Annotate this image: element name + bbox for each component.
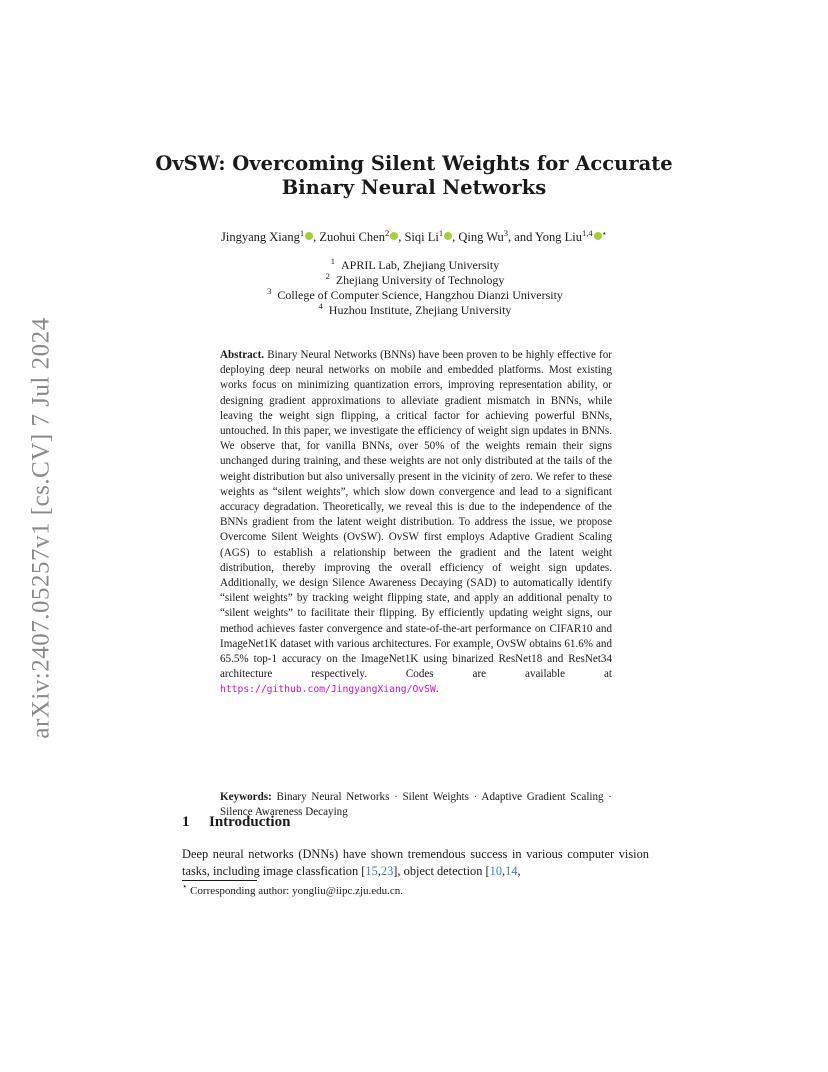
citation-link[interactable]: 14 (505, 863, 518, 878)
orcid-icon[interactable] (594, 232, 602, 240)
abstract-label: Abstract. (220, 349, 265, 361)
section-heading-introduction (182, 814, 290, 831)
corresponding-author-star: ⋆ (601, 228, 607, 238)
abstract: Abstract. Binary Neural Networks (BNNs) have been proven to be highly effective for deploying deep neural networks on mobile and embedded platforms. Most existing works focus on minimizing quantization errors, improving representation ability, or designing gradient approximations to alleviate gradient mismatch in BNNs, while leaving the weight sign flipping, a critical factor for achieving powerful BNNs, untouched. In this paper, we investigate the efficiency of weight sign updates in BNNs. We observe that, for vanilla BNNs, over 50% of the weights remain their signs unchanged during training, and these weights are not only distributed at the tails of the weight distribution but also universally present in the vicinity of zero. We refer to these weights as “silent weights”, which slow down convergence and lead to a significant accuracy degradation. Theoretically, we reveal this is due to the independence of the BNNs gradient from the latent weight distribution. To address the issue, we propose Overcome Silent Weights (OvSW). OvSW first employs Adaptive Gradient Scaling (AGS) to establish a relationship between the gradient and the latent weight distribution, thereby improving the overall efficiency of weight sign updates. Additionally, we design Silence Awareness Decaying (SAD) to automatically identify “silent weights” by tracking weight flipping state, and apply an additional penalty to “silent weights” to facilitate their flipping. By efficiently updating weight signs, our method achieves faster convergence and state-of-the-art performance on CIFAR10 and ImageNet1K dataset with various architectures. For example, OvSW obtains 61.6% and 65.5% top-1 accuracy on the ImageNet1K using binarized ResNet18 and ResNet34 architecture respectively. Codes are available at https://github.com/JingyangXiang/OvSW. (220, 349, 612, 696)
author: Qing Wu$^3$, and (458, 228, 536, 244)
author-list (80, 230, 748, 245)
introduction-paragraph: Deep neural networks (DNNs) have shown tremendous success in various computer vision tasks, including image classfication [15,23], object detection [10,14, (182, 847, 649, 878)
title-line-2: Binary Neural Networks (281, 176, 547, 199)
affiliation: $^4$ Huzhou Institute, Zhejiang University (318, 301, 512, 317)
affiliation: $^3$ College of Computer Science, Hangzhou Dianzi University (267, 286, 563, 302)
footnote-mark: ⋆ (182, 881, 188, 891)
footnote (182, 881, 404, 897)
author: Zuohui Chen$^2$ , (319, 228, 405, 244)
footnote-divider (182, 880, 257, 881)
affiliation-list (150, 258, 680, 318)
orcid-icon[interactable] (390, 232, 398, 240)
paper-title (120, 152, 708, 200)
affiliation: $^1$ APRIL Lab, Zhejiang University (330, 256, 500, 272)
title-line-1: OvSW: Overcoming Silent Weights for Accurate (155, 152, 673, 175)
author: Yong Liu$^{1,4}$ ⋆ (535, 228, 607, 244)
orcid-icon[interactable] (444, 232, 452, 240)
citation-link[interactable]: 10 (489, 863, 503, 878)
author: Siqi Li$^1$ , (404, 228, 459, 244)
orcid-icon[interactable] (305, 232, 313, 240)
section-title: Introduction (209, 814, 291, 830)
author: Jingyang Xiang$^1$ , (221, 228, 320, 244)
keywords-text: Binary Neural Networks · Silent Weights · Adaptive Gradient Scaling · Silence Awareness Decaying (220, 791, 612, 819)
citation-link[interactable]: 15 (365, 863, 378, 878)
arxiv-identifier-text: arXiv:2407.05257v1 [cs.CV] 7 Jul 2024 (28, 316, 55, 739)
affiliation: $^2$ Zhejiang University of Technology (325, 271, 505, 287)
keywords-label: Keywords: (220, 791, 272, 803)
footnote-text: Corresponding author: yongliu@iipc.zju.edu.cn. (190, 885, 404, 897)
citation-link[interactable]: 23 (380, 863, 394, 878)
section-number: 1 (182, 814, 190, 830)
code-repository-link[interactable]: https://github.com/JingyangXiang/OvSW (220, 684, 436, 696)
abstract-text: Binary Neural Networks (BNNs) have been proven to be highly effective for deploying deep neural networks on mobile and embedded platforms. Most existing works focus on minimizing quantization errors, improving representation ability, or designing gradient approximations to alleviate gradient mismatch in BNNs, while leaving the weight sign flipping, a critical factor for achieving powerful BNNs, untouched. In this paper, we investigate the efficiency of weight sign updates in BNNs. We observe that, for vanilla BNNs, over 50% of the weights remain their signs unchanged during training, and these weights are not only distributed at the tails of the weight distribution but also universally present in the vicinity of zero. We refer to these weights as “silent weights”, which slow down convergence and lead to a significant accuracy degradation. Theoretically, we reveal this is due to the independence of the BNNs gradient from the latent weight distribution. To address the issue, we propose Overcome Silent Weights (OvSW). OvSW first employs Adaptive Gradient Scaling (AGS) to establish a relationship between the gradient and the latent weight distribution, thereby improving the overall efficiency of weight sign updates. Additionally, we design Silence Awareness Decaying (SAD) to automatically identify “silent weights” by tracking weight flipping state, and apply an additional penalty to “silent weights” to facilitate their flipping. By efficiently updating weight signs, our method achieves faster convergence and state-of-the-art performance on CIFAR10 and ImageNet1K dataset with various architectures. For example, OvSW obtains 61.6% and 65.5% top-1 accuracy on the ImageNet1K using binarized ResNet18 and ResNet34 architecture respectively. Codes are available at (220, 349, 612, 681)
arxiv-identifier-stamp (22, 300, 62, 755)
